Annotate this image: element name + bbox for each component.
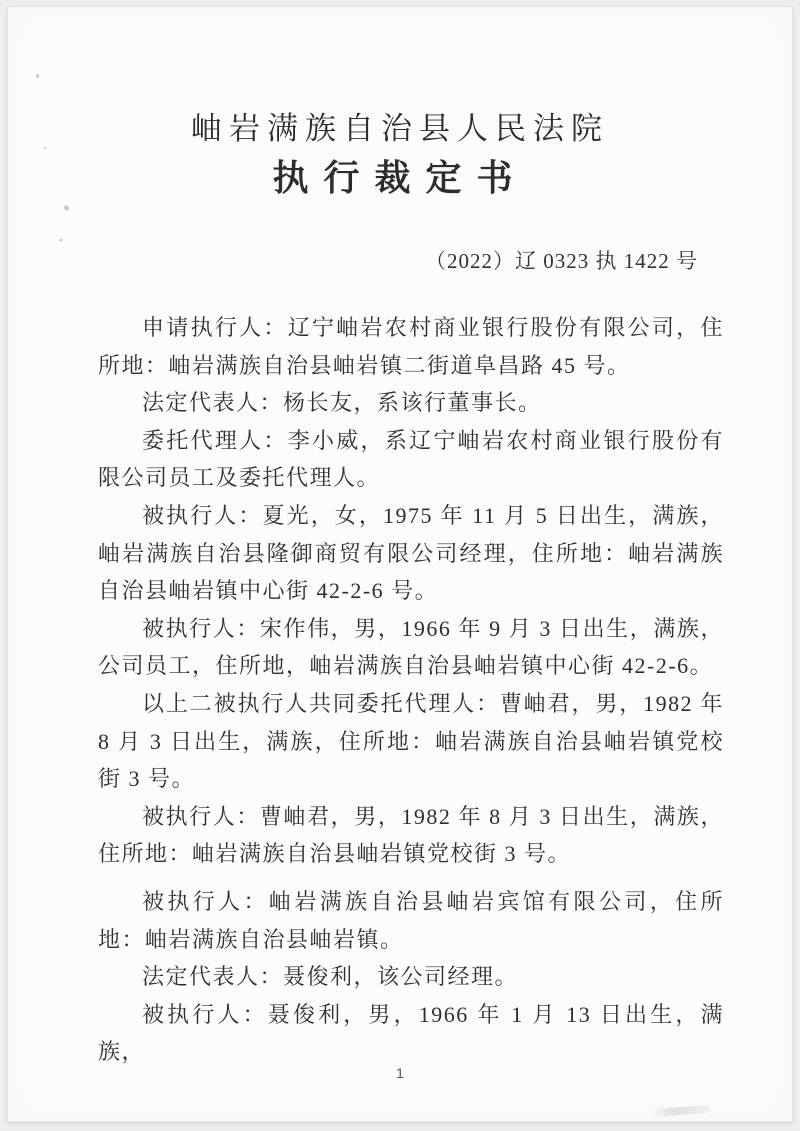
paragraph: 被执行人：夏光，女，1975 年 11 月 5 日出生，满族，岫岩满族自治县隆御商贸有限公司经理，住所地：岫岩满族自治县岫岩镇中心街 42-2-6 号。 xyxy=(98,502,724,604)
paragraph: 被执行人：聂俊利，男，1966 年 1 月 13 日出生，满族， xyxy=(98,1001,724,1065)
paragraph: 被执行人：曹岫君，男，1982 年 8 月 3 日出生，满族，住所地：岫岩满族自治县岫岩镇党校街 3 号。 xyxy=(98,803,724,867)
page-number: 1 xyxy=(396,1065,404,1081)
document-header xyxy=(8,103,792,201)
scan-smudge xyxy=(650,1105,710,1117)
scan-speck xyxy=(44,147,46,149)
paragraph: 申请执行人：辽宁岫岩农村商业银行股份有限公司，住所地：岫岩满族自治县岫岩镇二街道阜昌路 45 号。 xyxy=(98,315,724,378)
court-name: 岫岩满族自治县人民法院 xyxy=(191,111,609,146)
scan-speck xyxy=(63,205,69,211)
paragraph: 法定代表人：杨长友，系该行董事长。 xyxy=(142,390,542,416)
document-body xyxy=(98,309,724,1071)
scanned-document-page xyxy=(7,6,793,1122)
case-number: （2022）辽 0323 执 1422 号 xyxy=(425,249,698,273)
paragraph: 委托代理人：李小威，系辽宁岫岩农村商业银行股份有限公司员工及委托代理人。 xyxy=(98,427,724,491)
paragraph: 以上二被执行人共同委托代理人：曹岫君，男，1982 年 8 月 3 日出生，满族，住所地：岫岩满族自治县岫岩镇党校街 3 号。 xyxy=(98,690,724,792)
paragraph: 被执行人：岫岩满族自治县岫岩宾馆有限公司，住所地：岫岩满族自治县岫岩镇。 xyxy=(98,888,724,952)
scan-speck xyxy=(59,239,63,241)
scan-speck xyxy=(36,74,39,78)
paragraph: 法定代表人：聂俊利，该公司经理。 xyxy=(142,964,519,990)
paragraph: 被执行人：宋作伟，男，1966 年 9 月 3 日出生，满族，公司员工，住所地，岫岩满族自治县岫岩镇中心街 42-2-6。 xyxy=(98,615,724,679)
document-title: 执行裁定书 xyxy=(272,158,528,198)
